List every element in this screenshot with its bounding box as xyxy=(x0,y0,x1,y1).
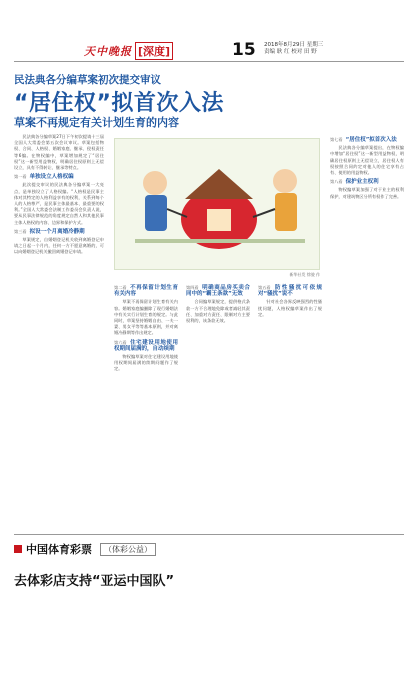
section-body-3: 草案规定，自婚姻登记机关收到离婚登记申请之日起一个月内，任何一方不愿意离婚的，可以向婚姻登记机关撤回离婚登记申请。 xyxy=(14,237,104,255)
section-body-1: 此次提交审议的民法典各分编草案一大亮点，是单独设立了人格权编。“人格权是民事主体对其特定的人格利益享有的权利，关系到每个人的人格尊严，是民事主体最基本、最重要的权利。”全国人大常委会法制工作委员会负责人说，要从民事法律规范的角度规定自然人和其他民事主体人格权的内容、边界和保护方式。 xyxy=(14,182,104,225)
ad-divider xyxy=(14,534,404,535)
article-headline: “居住权”拟首次入法 xyxy=(14,91,224,116)
article-intro: 民法典各分编草案27日下午初次提请十三届全国人大常委会第五次会议审议。草案包括物权、合同、人格权、婚姻家庭、继承、侵权责任等6编。在物权编中，草案增加规定了“居住权”这一新型用益物权，明确居住权原则上无偿设立，具有不得转让、继承等特点。 xyxy=(14,134,104,171)
section-heading-7: 第七看 “居住权”拟首次入法 xyxy=(330,137,397,143)
section-body-2: 草案不再保留计划生育有关内容。婚姻家庭编删除了现行婚姻法中有关实行计划生育的规定。与此同时，草案坚持婚姻自由、一夫一妻、男女平等等基本原则，并对离婚冷静期等作出规定。 xyxy=(114,299,178,336)
section-body-5: 针对社会各界反映强烈的性骚扰问题，人格权编草案作出了规定。 xyxy=(258,299,322,317)
paper-name: 天中晚报 xyxy=(84,45,132,58)
ad-headline: 去体彩店支持“亚运中国队” xyxy=(14,574,175,589)
section-heading-8: 第八看 保护业主权利 xyxy=(330,179,379,186)
section-heading-1: 第一看 单独设立人格权编 xyxy=(14,174,74,181)
date-line xyxy=(264,42,354,56)
cartoon-illustration-icon xyxy=(115,139,320,270)
ad-name: 中国体育彩票 xyxy=(26,543,92,556)
lottery-flag-icon xyxy=(14,545,22,553)
article-column-4 xyxy=(258,282,322,529)
section-heading-3: 第三看 拟设一个月离婚冷静期 xyxy=(14,228,85,235)
ad-header xyxy=(14,541,156,557)
article-subhead: 草案不再规定有关计划生育的内容 xyxy=(14,116,179,129)
section-body-4: 合同编草案规定，提供格式条款一方不合理地免除或者减轻其责任、加重对方责任、限制对方主要权利的，该条款无效。 xyxy=(186,299,250,324)
ad-section-label: （体彩公益） xyxy=(100,543,156,556)
page-number: 15 xyxy=(232,40,256,60)
section-heading-4: 第四看 明确商品房买卖合同中的“霸王条款”无效 xyxy=(186,285,250,298)
article-column-3 xyxy=(186,282,250,529)
top-rule xyxy=(14,61,404,62)
cartoon-illustration xyxy=(114,138,320,270)
article-column-1 xyxy=(14,134,104,529)
paper-logo xyxy=(84,44,173,58)
date-line-2: 责编 耿 红 校对 田 野 xyxy=(264,49,317,55)
article-kicker: 民法典各分编草案初次提交审议 xyxy=(14,74,161,86)
section-body-8: 物权编草案加强了对于业主的权利保护，对建筑物区分所有权作了完善。 xyxy=(330,187,404,199)
date-line-1: 2018年8月29日 星期三 xyxy=(264,42,324,48)
section-heading-5: 第五看 防性骚扰可依规对“骚扰”说不 xyxy=(258,285,322,298)
section-label: [深度] xyxy=(135,42,173,60)
section-body-6: 物权编草案对住宅建设用地使用权期间届满的续期问题作了规定。 xyxy=(114,354,178,372)
masthead xyxy=(0,0,415,72)
illustration-caption: 新华社发 徐骏 作 xyxy=(289,272,320,277)
section-body-7: 民法典各分编草案提出，在物权编中增加“居住权”这一新型用益物权，明确居住权原则上无偿设立，居住权人有权按照合同约定对他人的住宅享有占有、使用的用益物权。 xyxy=(330,145,404,176)
section-heading-2: 第二看 不再保留计划生育有关内容 xyxy=(114,285,178,298)
article-column-2 xyxy=(114,282,178,529)
section-heading-6: 第六看 住宅建设用地使用权期间届满的，自动续期 xyxy=(114,339,178,352)
article-column-5 xyxy=(330,134,404,529)
